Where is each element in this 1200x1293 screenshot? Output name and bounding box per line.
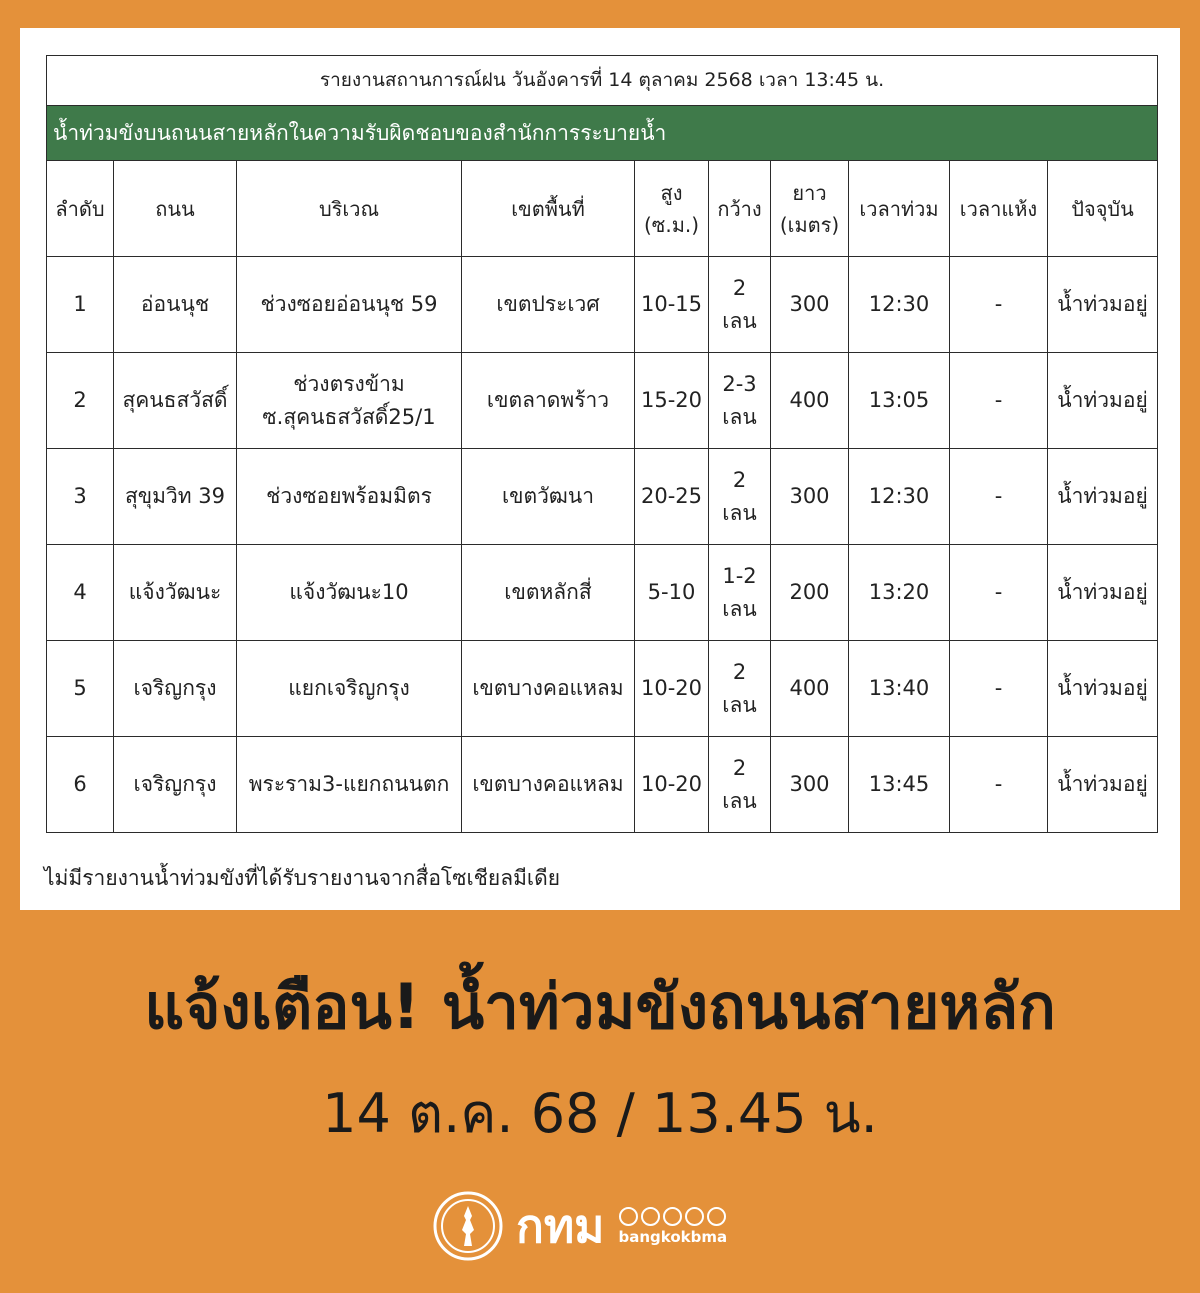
facebook-icon[interactable]	[641, 1207, 660, 1226]
cell-district: เขตประเวศ	[462, 257, 635, 353]
cell-no: 4	[47, 545, 114, 641]
social-links	[619, 1207, 728, 1246]
col-header-height: สูง (ซ.ม.)	[635, 161, 709, 257]
col-header-width: กว้าง	[709, 161, 771, 257]
cell-area: พระราม3-แยกถนนตก	[237, 737, 462, 833]
col-header-status: ปัจจุบัน	[1048, 161, 1158, 257]
cell-flood-time: 13:20	[849, 545, 950, 641]
cell-length: 300	[771, 449, 849, 545]
cell-width: 2-3 เลน	[709, 353, 771, 449]
cell-flood-time: 12:30	[849, 257, 950, 353]
col-header-length: ยาว (เมตร)	[771, 161, 849, 257]
table-row	[47, 353, 1158, 449]
cell-flood-time: 13:40	[849, 641, 950, 737]
section-title: น้ำท่วมขังบนถนนสายหลักในความรับผิดชอบของสำนักการระบายน้ำ	[47, 106, 1158, 161]
cell-height: 20-25	[635, 449, 709, 545]
cell-dry-time: -	[950, 353, 1048, 449]
cell-road: แจ้งวัฒนะ	[114, 545, 237, 641]
table-header-row	[47, 161, 1158, 257]
cell-width: 2 เลน	[709, 641, 771, 737]
report-card	[20, 28, 1180, 910]
tiktok-icon[interactable]	[707, 1207, 726, 1226]
report-title: รายงานสถานการณ์ฝน วันอังคารที่ 14 ตุลาคม 2568 เวลา 13:45 น.	[47, 56, 1158, 106]
cell-status: น้ำท่วมอยู่	[1048, 641, 1158, 737]
cell-dry-time: -	[950, 257, 1048, 353]
col-header-flood-time: เวลาท่วม	[849, 161, 950, 257]
cell-width: 2 เลน	[709, 737, 771, 833]
cell-dry-time: -	[950, 737, 1048, 833]
cell-height: 5-10	[635, 545, 709, 641]
cell-no: 3	[47, 449, 114, 545]
table-row	[47, 737, 1158, 833]
cell-width: 2 เลน	[709, 257, 771, 353]
bma-logo-text: กทม	[516, 1198, 605, 1253]
cell-length: 200	[771, 545, 849, 641]
cell-status: น้ำท่วมอยู่	[1048, 257, 1158, 353]
cell-road: สุขุมวิท 39	[114, 449, 237, 545]
cell-status: น้ำท่วมอยู่	[1048, 545, 1158, 641]
cell-height: 10-20	[635, 737, 709, 833]
cell-no: 5	[47, 641, 114, 737]
cell-area: ช่วงซอยพร้อมมิตร	[237, 449, 462, 545]
table-row	[47, 449, 1158, 545]
bma-seal-icon	[432, 1190, 504, 1262]
flood-report-table	[46, 55, 1158, 833]
cell-length: 400	[771, 353, 849, 449]
cell-width: 2 เลน	[709, 449, 771, 545]
col-header-dry-time: เวลาแห้ง	[950, 161, 1048, 257]
social-handle: bangkokbma	[618, 1227, 728, 1246]
cell-width: 1-2 เลน	[709, 545, 771, 641]
cell-no: 2	[47, 353, 114, 449]
cell-area: ช่วงซอยอ่อนนุช 59	[237, 257, 462, 353]
cell-flood-time: 12:30	[849, 449, 950, 545]
cell-status: น้ำท่วมอยู่	[1048, 353, 1158, 449]
bma-footer	[432, 1190, 727, 1262]
table-row	[47, 545, 1158, 641]
table-row	[47, 641, 1158, 737]
cell-district: เขตหลักสี่	[462, 545, 635, 641]
cell-no: 6	[47, 737, 114, 833]
cell-district: เขตบางคอแหลม	[462, 641, 635, 737]
cell-status: น้ำท่วมอยู่	[1048, 737, 1158, 833]
cell-area: แจ้งวัฒนะ10	[237, 545, 462, 641]
cell-area: ช่วงตรงข้าม ซ.สุคนธสวัสดิ์25/1	[237, 353, 462, 449]
col-header-road: ถนน	[114, 161, 237, 257]
cell-district: เขตวัฒนา	[462, 449, 635, 545]
cell-height: 15-20	[635, 353, 709, 449]
instagram-icon[interactable]	[663, 1207, 682, 1226]
col-header-district: เขตพื้นที่	[462, 161, 635, 257]
cell-length: 300	[771, 737, 849, 833]
alert-datetime: 14 ต.ค. 68 / 13.45 น.	[322, 1082, 878, 1145]
cell-dry-time: -	[950, 449, 1048, 545]
cell-road: อ่อนนุช	[114, 257, 237, 353]
social-media-note: ไม่มีรายงานน้ำท่วมขังที่ได้รับรายงานจากสื่อโซเชียลมีเดีย	[44, 866, 561, 890]
line-icon[interactable]	[685, 1207, 704, 1226]
col-header-no: ลำดับ	[47, 161, 114, 257]
cell-road: สุคนธสวัสดิ์	[114, 353, 237, 449]
cell-area: แยกเจริญกรุง	[237, 641, 462, 737]
cell-road: เจริญกรุง	[114, 641, 237, 737]
cell-length: 400	[771, 641, 849, 737]
col-header-area: บริเวณ	[237, 161, 462, 257]
alert-headline: แจ้งเตือน! น้ำท่วมขังถนนสายหลัก	[144, 970, 1056, 1043]
cell-district: เขตลาดพร้าว	[462, 353, 635, 449]
cell-length: 300	[771, 257, 849, 353]
cell-flood-time: 13:05	[849, 353, 950, 449]
cell-road: เจริญกรุง	[114, 737, 237, 833]
cell-height: 10-20	[635, 641, 709, 737]
cell-status: น้ำท่วมอยู่	[1048, 449, 1158, 545]
cell-no: 1	[47, 257, 114, 353]
cell-dry-time: -	[950, 641, 1048, 737]
cell-dry-time: -	[950, 545, 1048, 641]
table-row	[47, 257, 1158, 353]
cell-flood-time: 13:45	[849, 737, 950, 833]
cell-district: เขตบางคอแหลม	[462, 737, 635, 833]
x-icon[interactable]	[619, 1207, 638, 1226]
cell-height: 10-15	[635, 257, 709, 353]
